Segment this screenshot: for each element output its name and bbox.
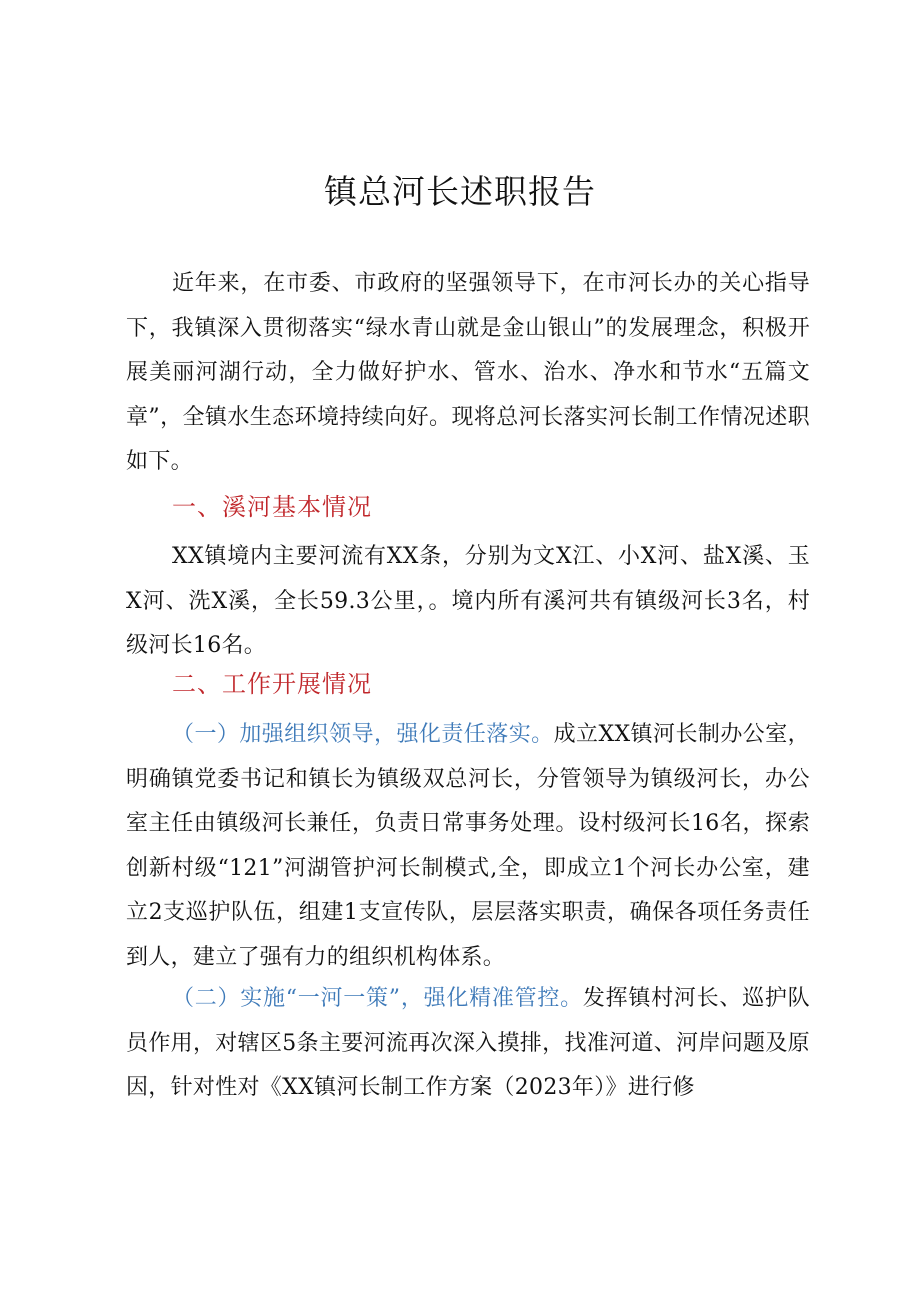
work-item-1-paragraph <box>126 713 810 980</box>
work-item-2-paragraph <box>126 977 810 1111</box>
section-heading-work-progress: 二、工作开展情况 <box>172 670 372 698</box>
basic-info-paragraph: XX镇境内主要河流有XX条，分别为文X江、小X河、盐X溪、玉X河、洗X溪，全长59.3公里，。境内所有溪河共有镇级河长3名，村级河长16名。 <box>126 544 810 658</box>
page-title: 镇总河长述职报告 <box>324 172 596 211</box>
work-item-2-subheading: （二）实施“一河一策”，强化精准管控。 <box>172 986 583 1011</box>
section-heading-basic-info: 一、溪河基本情况 <box>172 493 372 521</box>
work-item-1-body: 成立XX镇河长制办公室，明确镇党委书记和镇长为镇级双总河长，分管领导为镇级河长，办公室主任由镇级河长兼任，负责日常事务处理。设村级河长16名，探索创新村级“121”河湖管护河长制模式,全，即成立1个河长办公室，建立2支巡护队伍，组建1支宣传队，层层落实职责，确保各项任务责任到人，建立了强有力的组织机构体系。 <box>126 722 810 970</box>
intro-paragraph: 近年来，在市委、市政府的坚强领导下，在市河长办的关心指导下，我镇深入贯彻落实“绿水青山就是金山银山”的发展理念，积极开展美丽河湖行动，全力做好护水、管水、治水、净水和节水“五篇文章”，全镇水生态环境持续向好。现将总河长落实河长制工作情况述职如下。 <box>126 271 810 474</box>
work-item-1-subheading: （一）加强组织领导，强化责任落实。 <box>172 722 554 747</box>
work-item-2-body: 发挥镇村河长、巡护队员作用，对辖区5条主要河流再次深入摸排，找准河道、河岸问题及原因，针对性对《XX镇河长制工作方案（2023年）》进行修 <box>126 986 810 1100</box>
